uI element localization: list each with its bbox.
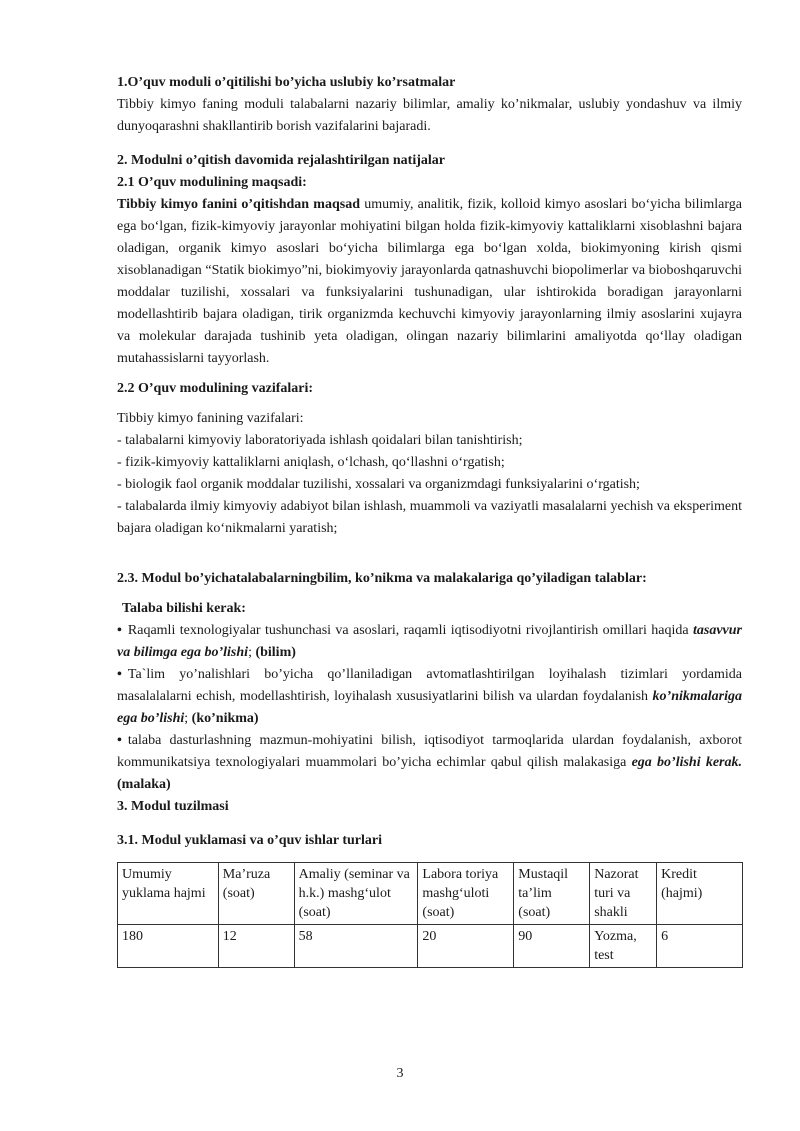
section2-heading: 2. Modulni o’qitish davomida rejalashtirilgan natijalar	[117, 153, 445, 168]
table-cell: 12	[218, 925, 294, 968]
section22-item-1: - talabalarni kimyoviy laboratoriyada ishlash qoidalari bilan tanishtirish;	[117, 433, 523, 448]
table-header-row	[118, 863, 743, 925]
section1-text: Tibbiy kimyo faning moduli talabalarni nazariy bilimlar, amaliy ko’nikmalar, uslubiy yondashuv va ilmiy dunyoqarashni shakllantirib borish vazifalarini bajaradi.	[117, 97, 742, 134]
section22-item-4: - talabalarda ilmiy kimyoviy adabiyot bilan ishlash, muammoli va vaziyatli masalalarni yechish va eksperiment bajara oladigan ko‘nikmalarni yaratish;	[117, 499, 742, 536]
page-number: 3	[396, 1066, 404, 1081]
talaba-heading: Talaba bilishi kerak:	[122, 601, 246, 616]
table-cell: 180	[118, 925, 219, 968]
table-cell: Yozma, test	[590, 925, 657, 968]
requirement-item-3: • talaba dasturlashning mazmun-mohiyatini bilish, iqtisodiyot tarmoqlarida ulardan foydalanish, axborot kommunikatsiya texnologiyalari muammolari bo’yicha echimlar qabul qilish malakasiga ega bo’lishi kerak. (malaka)	[117, 730, 742, 796]
section22-item-2: - fizik-kimyoviy kattaliklarni aniqlash, o‘lchash, qo‘llashni o‘rgatish;	[117, 455, 505, 470]
section22-intro: Tibbiy kimyo fanining vazifalari:	[117, 411, 304, 426]
table-header-cell: Ma’ruza (soat)	[218, 863, 294, 925]
section22-item-3: - biologik faol organik moddalar tuzilishi, xossalari va organizmdagi funksiyalarini o‘rgatish;	[117, 477, 640, 492]
table-cell: 6	[657, 925, 743, 968]
table-header-cell: Nazorat turi va shakli	[590, 863, 657, 925]
section21-body: umumiy, analitik, fizik, kolloid kimyo asoslari bo‘yicha bilimlarga ega bo‘lgan, fizik-kimyoviy jarayonlar mohiyatini bilgan holda fizik-kimyoviy kattaliklarni xisoblashni bajara oladigan, organik kimyo asoslari bo‘yicha bilimlarga ega bo‘lgan xolda, biokimyoning kirish qismi xisoblanadigan “Statik biokimyo”ni, biokimyoviy jarayonlarda qatnashuvchi biopolimerlar va bioboshqaruvchi moddalar tuzilishi, xossalari va funksiyalarini tushunadigan, ular ishtirokida boradigan jarayonlarni modellashtirib bajara oladigan, tirik organizmda kechuvchi kimyoviy jarayonlarning ilmiy asoslarini xujayra va molekular darajada tushinib yeta oladigan, olingan nazariy bilimlarini amaliyotda qo‘llay oladigan mutahassislarni tayyorlash.	[117, 197, 742, 366]
section3-heading: 3. Modul tuzilmasi	[117, 799, 229, 814]
table-header-cell: Amaliy (seminar va h.k.) mashg‘ulot (soat)	[294, 863, 418, 925]
table-header-cell: Labora toriya mashg‘uloti (soat)	[418, 863, 514, 925]
section1-heading: 1.O’quv moduli o’qitilishi bo’yicha uslubiy ko’rsatmalar	[117, 75, 456, 90]
document-page	[117, 72, 742, 968]
module-load-table	[117, 862, 743, 968]
section21-lead: Tibbiy kimyo fanini o’qitishdan maqsad	[117, 197, 360, 212]
section31-heading: 3.1. Modul yuklamasi va o’quv ishlar turlari	[117, 833, 383, 848]
table-row	[118, 925, 743, 968]
section21-text	[117, 194, 742, 370]
requirement-item-2: • Ta`lim yo’nalishlari bo’yicha qo’llaniladigan avtomatlashtirilgan loyihalash tizimlari yordamida masalalalarni echish, modellashtirish, loyihalash xususiyatlarini bilish va ulardan foydalanish ko’nikmalariga ega bo’lishi; (ko’nikma)	[117, 664, 742, 730]
table-cell: 90	[514, 925, 590, 968]
section21-heading: 2.1 O’quv modulining maqsadi:	[117, 175, 307, 190]
section22-heading: 2.2 O’quv modulining vazifalari:	[117, 381, 314, 396]
table-header-cell: Kredit (hajmi)	[657, 863, 743, 925]
table-cell: 20	[418, 925, 514, 968]
requirement-item-1: • Raqamli texnologiyalar tushunchasi va asoslari, raqamli iqtisodiyotni rivojlantirish omillari haqida tasavvur va bilimga ega bo’lishi; (bilim)	[117, 620, 742, 664]
section23-heading: 2.3. Modul bo’yichatalabalarningbilim, ko’nikma va malakalariga qo’yiladigan talablar:	[117, 571, 647, 586]
table-header-cell: Umumiy yuklama hajmi	[118, 863, 219, 925]
table-cell: 58	[294, 925, 418, 968]
table-header-cell: Mustaqil ta’lim (soat)	[514, 863, 590, 925]
